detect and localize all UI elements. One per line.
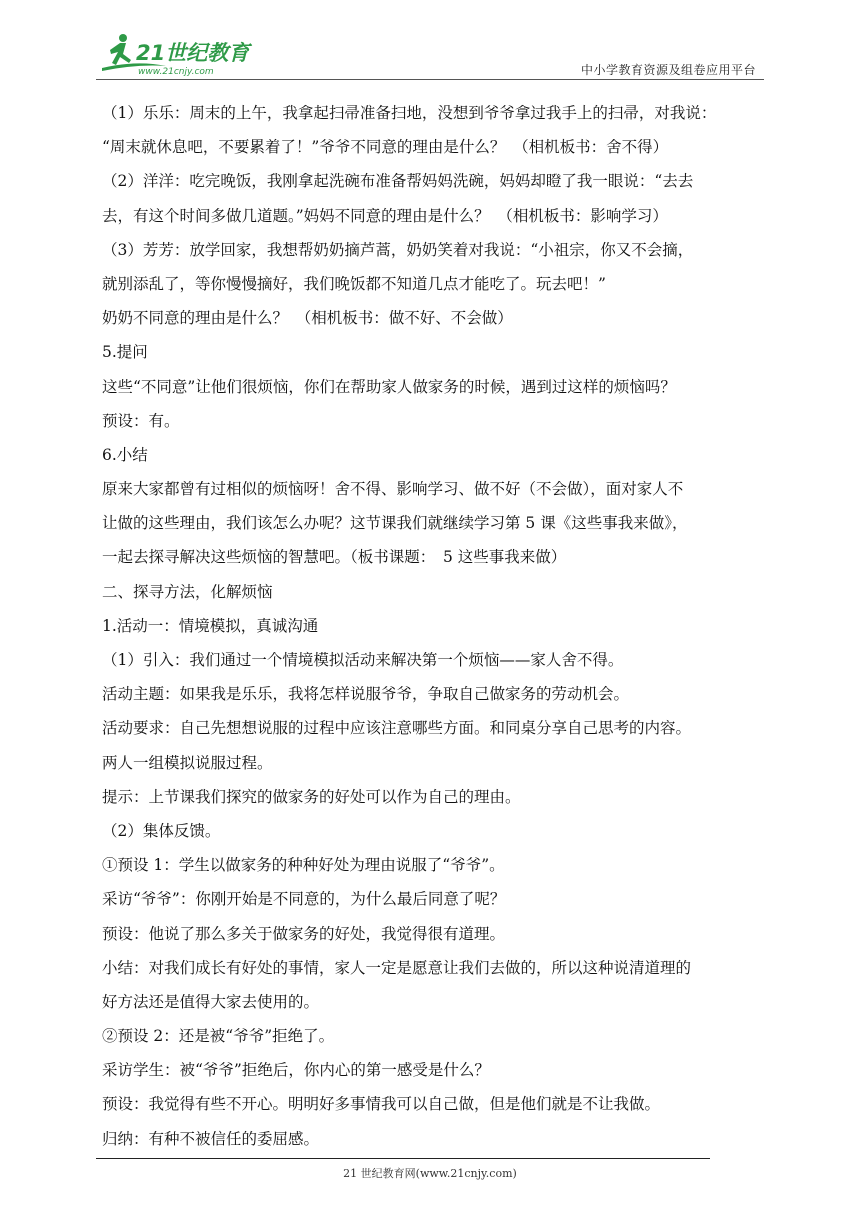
text-line: 一起去探寻解决这些烦恼的智慧吧。（板书课题： 5 这些事我来做） <box>102 548 567 567</box>
text-line: 原来大家都曾有过相似的烦恼呀！舍不得、影响学习、做不好（不会做），面对家人不 <box>102 480 684 499</box>
platform-name: 中小学教育资源及组卷应用平台 <box>580 63 756 77</box>
footer-text: 21 世纪教育网(www.21cnjy.com) <box>343 1167 517 1180</box>
site-logo <box>96 30 266 78</box>
text-line: 去，有这个时间多做几道题。”妈妈不同意的理由是什么？ （相机板书：影响学习） <box>102 206 668 225</box>
text-line: 预设：他说了那么多关于做家务的好处，我觉得很有道理。 <box>102 924 506 943</box>
text-line: 预设：有。 <box>102 411 180 430</box>
text-line: 好方法还是值得大家去使用的。 <box>102 992 320 1011</box>
text-line: 活动主题：如果我是乐乐，我将怎样说服爷爷，争取自己做家务的劳动机会。 <box>102 685 630 704</box>
text-line: 提示：上节课我们探究的做家务的好处可以作为自己的理由。 <box>102 787 521 806</box>
section-heading: 6.小结 <box>102 445 148 464</box>
text-line: 归纳：有种不被信任的委屈感。 <box>102 1129 320 1148</box>
text-line: 就别添乱了，等你慢慢摘好，我们晚饭都不知道几点才能吃了。玩去吧！” <box>102 274 606 293</box>
text-line: 奶奶不同意的理由是什么？ （相机板书：做不好、不会做） <box>102 309 513 328</box>
page-header <box>0 0 860 82</box>
text-line: （1）引入：我们通过一个情境模拟活动来解决第一个烦恼——家人舍不得。 <box>102 651 624 669</box>
text-line: 活动要求：自己先想想说服的过程中应该注意哪些方面。和同桌分享自己思考的内容。 <box>102 719 692 738</box>
text-line: 两人一组模拟说服过程。 <box>102 753 273 772</box>
text-line: （2）集体反馈。 <box>102 821 221 840</box>
svg-text:www.21cnjy.com: www.21cnjy.com <box>138 67 214 77</box>
header-divider <box>96 79 764 80</box>
text-line: 让做的这些理由，我们该怎么办呢？这节课我们就继续学习第 5 课《这些事我来做》， <box>102 514 688 533</box>
text-line: （2）洋洋：吃完晚饭，我刚拿起洗碗布准备帮妈妈洗碗，妈妈却瞪了我一眼说：“去去 <box>102 172 694 191</box>
text-line: “周末就休息吧，不要累着了！”爷爷不同意的理由是什么？ （相机板书：舍不得） <box>102 138 669 157</box>
svg-text:21世纪教育: 21世纪教育 <box>136 41 250 65</box>
section-heading: 5.提问 <box>102 343 148 362</box>
document-body <box>102 96 770 1156</box>
text-line: 采访“爷爷”：你刚开始是不同意的，为什么最后同意了呢？ <box>102 890 506 909</box>
text-line: 小结：对我们成长有好处的事情，家人一定是愿意让我们去做的，所以这种说清道理的 <box>102 958 692 977</box>
text-line: （1）乐乐：周末的上午，我拿起扫帚准备扫地，没想到爷爷拿过我手上的扫帚，对我说： <box>102 104 717 122</box>
text-line: （3）芳芳：放学回家，我想帮奶奶摘芦蒿，奶奶笑着对我说：“小祖宗，你又不会摘， <box>102 240 694 259</box>
text-line: 采访学生：被“爷爷”拒绝后，你内心的第一感受是什么？ <box>102 1061 490 1080</box>
text-line: 预设：我觉得有些不开心。明明好多事情我可以自己做，但是他们就是不让我做。 <box>102 1095 661 1114</box>
section-heading: 1.活动一：情境模拟，真诚沟通 <box>102 616 319 635</box>
section-heading: 二、探寻方法，化解烦恼 <box>102 582 273 601</box>
text-line: ②预设 2：还是被“爷爷”拒绝了。 <box>102 1027 335 1046</box>
footer-divider <box>96 1158 710 1159</box>
text-line: ①预设 1：学生以做家务的种种好处为理由说服了“爷爷”。 <box>102 856 505 875</box>
text-line: 这些“不同意”让他们很烦恼，你们在帮助家人做家务的时候，遇到过这样的烦恼吗？ <box>102 377 676 396</box>
